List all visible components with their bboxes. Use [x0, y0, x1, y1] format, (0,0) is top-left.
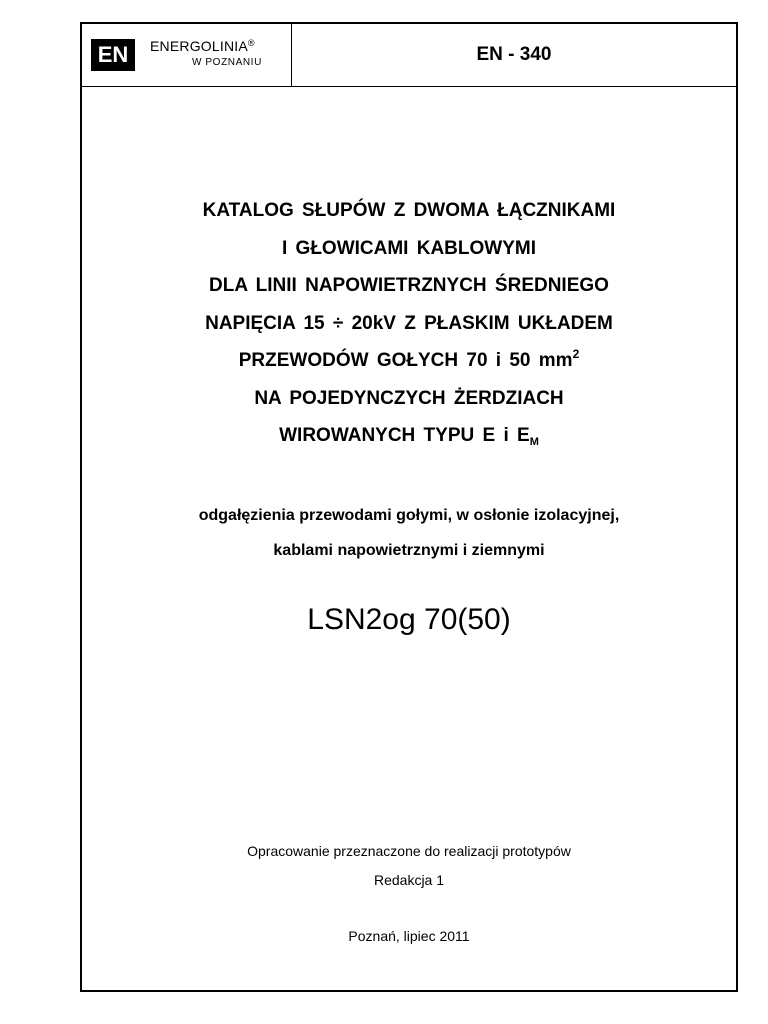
- logo-cell: [82, 24, 292, 86]
- place-date: Poznań, lipiec 2011: [348, 928, 470, 944]
- en-logo-badge: EN: [91, 39, 135, 71]
- document-code: EN - 340: [476, 44, 552, 65]
- title-line-1: KATALOG SŁUPÓW Z DWOMA ŁĄCZNIKAMI: [202, 200, 616, 221]
- title-line-4: NAPIĘCIA 15 ÷ 20kV Z PŁASKIM UKŁADEM: [205, 312, 613, 334]
- title-line-7-subscript: M: [529, 436, 539, 448]
- purpose-note: Opracowanie przeznaczone do realizacji prototypów: [247, 843, 571, 859]
- title-line-3: DLA LINII NAPOWIETRZNYCH ŚREDNIEGO: [209, 275, 609, 296]
- document-header: [82, 24, 736, 87]
- company-city: W POZNANIU: [192, 57, 262, 68]
- title-line-6: NA POJEDYNCZYCH ŻERDZIACH: [254, 387, 564, 409]
- registered-mark: ®: [247, 38, 255, 48]
- company-name-block: [150, 38, 255, 54]
- title-line-7-text: WIROWANYCH TYPU E i E: [279, 425, 530, 446]
- catalog-subtitle: [82, 498, 736, 568]
- title-line-5-superscript: 2: [572, 347, 580, 361]
- subtitle-line-1: odgałęzienia przewodami gołymi, w osłonie izolacyjnej,: [198, 507, 620, 524]
- title-line-7: [82, 417, 736, 455]
- title-line-5-text: PRZEWODÓW GOŁYCH 70 i 50 mm: [238, 350, 573, 371]
- title-line-5: [82, 342, 736, 380]
- model-designation: LSN2og 70(50): [307, 603, 511, 636]
- title-line-2: I GŁOWICAMI KABLOWYMI: [281, 237, 537, 259]
- subtitle-line-2: kablami napowietrznymi i ziemnymi: [273, 542, 545, 559]
- document-frame: [80, 22, 738, 992]
- company-name: ENERGOLINIA: [150, 38, 248, 54]
- edition-note: Redakcja 1: [373, 872, 445, 888]
- catalog-title: [82, 192, 736, 455]
